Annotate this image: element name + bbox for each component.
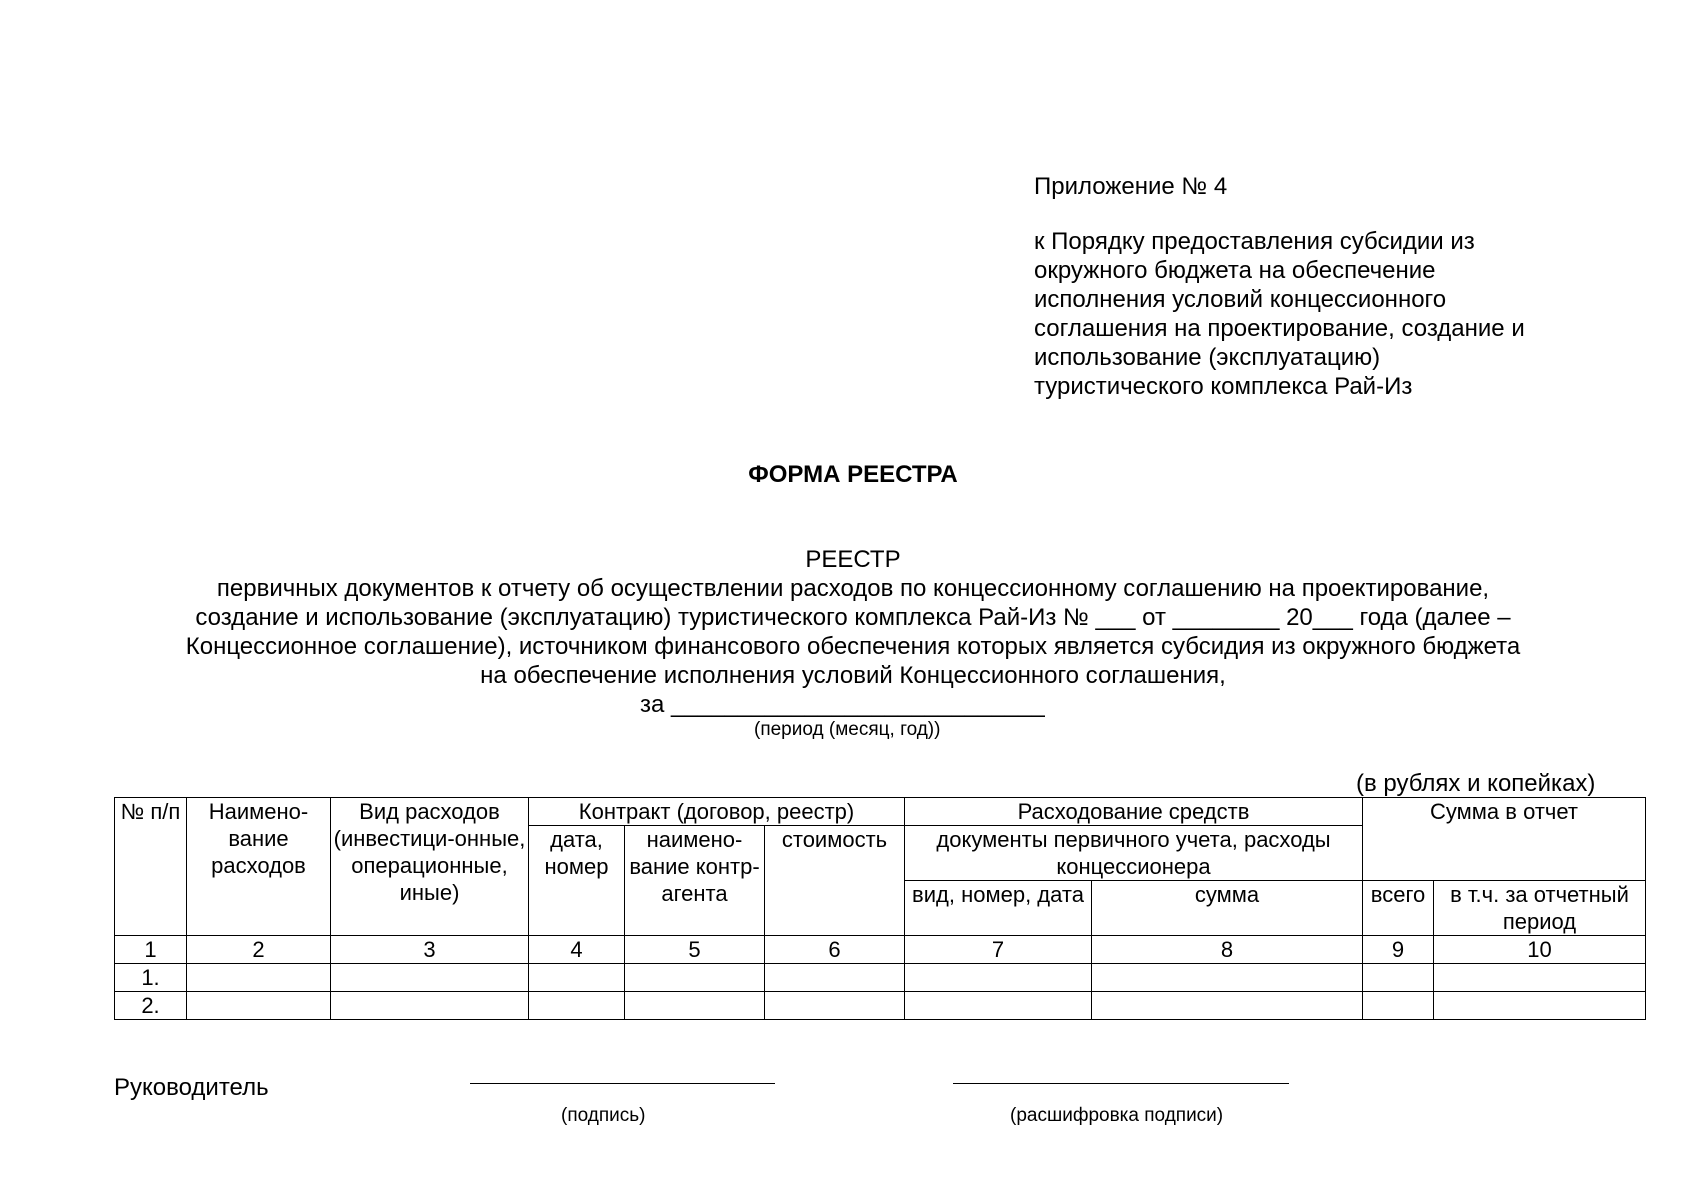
column-number: 3: [331, 936, 529, 964]
units-note: (в рублях и копейках): [1356, 770, 1596, 797]
register-line: на обеспечение исполнения условий Концессионного соглашения,: [480, 662, 1226, 689]
row-number: 1.: [115, 964, 187, 992]
appendix-line: окружного бюджета на обеспечение: [1034, 257, 1436, 284]
signature-decode-caption: (расшифровка подписи): [1010, 1105, 1224, 1126]
header-spending-docs: документы первичного учета, расходы концессионера: [905, 826, 1363, 881]
header-spending-kind: вид, номер, дата: [905, 881, 1092, 936]
register-line: создание и использование (эксплуатацию) туристического комплекса Рай-Из № ___ от ________ 20___ года (далее –: [195, 604, 1511, 631]
table-row: [115, 992, 1646, 1020]
header-spending: Расходование средств: [905, 798, 1363, 826]
table-cell: [331, 964, 529, 992]
column-number: 1: [115, 936, 187, 964]
column-number: 4: [529, 936, 625, 964]
appendix-line: исполнения условий концессионного: [1034, 286, 1447, 313]
signature-role: Руководитель: [114, 1074, 269, 1101]
appendix-number: Приложение № 4: [1034, 173, 1228, 200]
table-cell: [331, 992, 529, 1020]
appendix-line: туристического комплекса Рай-Из: [1034, 373, 1413, 400]
signature-caption: (подпись): [561, 1105, 646, 1126]
form-title: ФОРМА РЕЕСТРА: [748, 461, 958, 488]
appendix-line: использование (эксплуатацию): [1034, 344, 1381, 371]
appendix-block: [1034, 172, 1594, 401]
header-expense-type: Вид расходов (инвестици-онные, операционные, иные): [331, 798, 529, 936]
header-report-period: в т.ч. за отчетный период: [1434, 881, 1646, 936]
header-contract-agent: наимено-вание контр-агента: [625, 826, 765, 936]
row-number: 2.: [115, 992, 187, 1020]
period-caption: (период (месяц, год)): [754, 719, 941, 740]
header-expense-name: Наимено-вание расходов: [187, 798, 331, 936]
header-contract-date: дата, номер: [529, 826, 625, 936]
table-cell: [1363, 964, 1434, 992]
header-contract: Контракт (договор, реестр): [529, 798, 905, 826]
table-cell: [1092, 964, 1363, 992]
table-row: [115, 964, 1646, 992]
appendix-line: к Порядку предоставления субсидии из: [1034, 228, 1475, 255]
period-line: за ____________________________: [640, 691, 1045, 718]
table-cell: [1434, 964, 1646, 992]
table-cell: [529, 964, 625, 992]
signature-line: [470, 1083, 775, 1084]
table-cell: [765, 964, 905, 992]
column-number: 9: [1363, 936, 1434, 964]
signature-decode-line: [953, 1083, 1289, 1084]
header-row-number: № п/п: [115, 798, 187, 936]
table-cell: [1363, 992, 1434, 1020]
register-title: РЕЕСТР: [805, 546, 901, 573]
table-cell: [187, 964, 331, 992]
column-number: 7: [905, 936, 1092, 964]
table-cell: [1434, 992, 1646, 1020]
column-number: 6: [765, 936, 905, 964]
table-cell: [905, 964, 1092, 992]
register-line: первичных документов к отчету об осуществлении расходов по концессионному соглашению на проектирование,: [216, 575, 1490, 602]
header-report-total: всего: [1363, 881, 1434, 936]
column-number: 2: [187, 936, 331, 964]
column-number: 5: [625, 936, 765, 964]
table-cell: [905, 992, 1092, 1020]
column-number: 8: [1092, 936, 1363, 964]
table-cell: [1092, 992, 1363, 1020]
table-cell: [765, 992, 905, 1020]
table-cell: [529, 992, 625, 1020]
column-number: 10: [1434, 936, 1646, 964]
register-line: Концессионное соглашение), источником финансового обеспечения которых является субсидия из окружного бюджета: [185, 633, 1521, 660]
appendix-line: соглашения на проектирование, создание и: [1034, 315, 1525, 342]
table-cell: [625, 992, 765, 1020]
header-contract-cost: стоимость: [765, 826, 905, 936]
table-cell: [187, 992, 331, 1020]
table-cell: [625, 964, 765, 992]
registry-table: [114, 797, 1646, 1020]
header-spending-sum: сумма: [1092, 881, 1363, 936]
register-heading: [100, 545, 1606, 690]
header-report-sum: Сумма в отчет: [1363, 798, 1646, 881]
